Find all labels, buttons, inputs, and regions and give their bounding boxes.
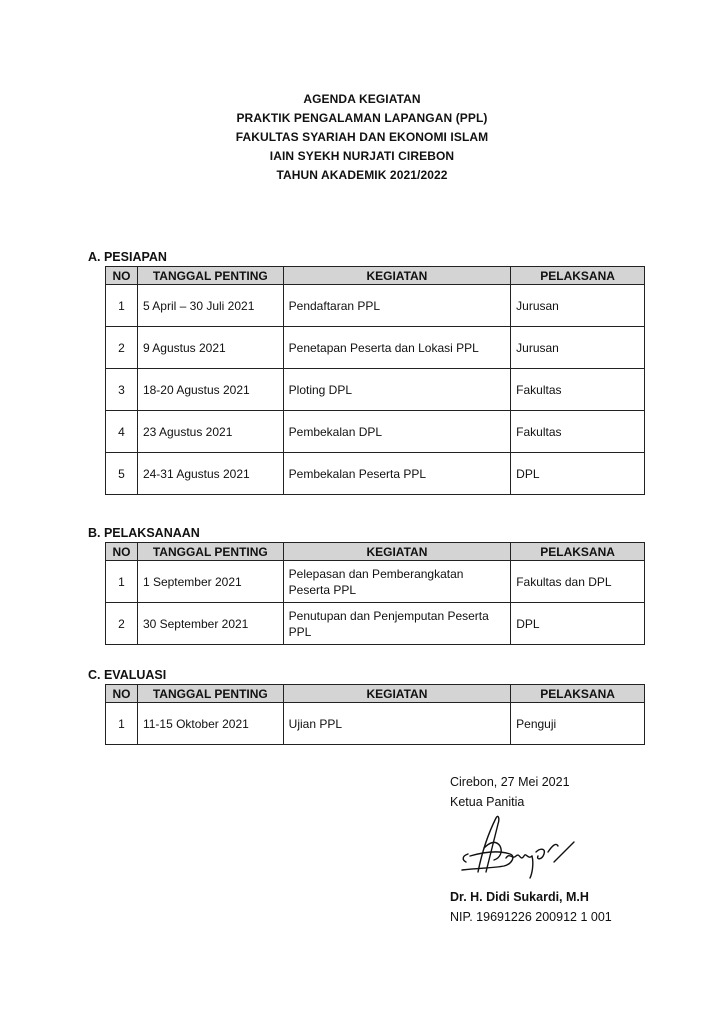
header-no: NO <box>106 685 138 703</box>
document-title <box>0 90 724 185</box>
cell-no: 1 <box>106 703 138 745</box>
cell-no: 1 <box>106 561 138 603</box>
title-line-2: PRAKTIK PENGALAMAN LAPANGAN (PPL) <box>236 111 488 125</box>
header-pelaksana: PELAKSANA <box>511 685 645 703</box>
cell-kegiatan: Penutupan dan Penjemputan Peserta PPL <box>283 603 511 645</box>
table-row <box>106 411 645 453</box>
agenda-table <box>105 266 645 495</box>
table-row <box>106 327 645 369</box>
cell-kegiatan: Pendaftaran PPL <box>283 285 511 327</box>
table-row <box>106 285 645 327</box>
handwritten-signature <box>440 812 580 882</box>
cell-pelaksana: Fakultas dan DPL <box>511 561 645 603</box>
title-line-4: IAIN SYEKH NURJATI CIREBON <box>269 149 455 163</box>
cell-pelaksana: Penguji <box>511 703 645 745</box>
section-pelaksanaan <box>88 526 645 645</box>
table-header-row <box>106 267 645 285</box>
section-heading: C. EVALUASI <box>88 668 167 682</box>
signer-nip: NIP. 19691226 200912 1 001 <box>450 910 612 924</box>
cell-no: 5 <box>106 453 138 495</box>
cell-pelaksana: DPL <box>511 603 645 645</box>
place-date: Cirebon, 27 Mei 2021 <box>450 775 570 789</box>
header-kegiatan: KEGIATAN <box>283 685 510 703</box>
table-header-row <box>106 543 645 561</box>
header-no: NO <box>106 543 138 561</box>
section-heading: A. PESIAPAN <box>88 250 167 264</box>
cell-pelaksana: Fakultas <box>511 411 645 453</box>
header-pelaksana: PELAKSANA <box>511 267 645 285</box>
agenda-table <box>105 542 645 645</box>
header-no: NO <box>106 267 138 285</box>
header-pelaksana: PELAKSANA <box>511 543 645 561</box>
signer-role: Ketua Panitia <box>450 795 525 809</box>
title-line-3: FAKULTAS SYARIAH DAN EKONOMI ISLAM <box>235 130 489 144</box>
cell-tanggal: 30 September 2021 <box>137 603 283 645</box>
cell-kegiatan: Penetapan Peserta dan Lokasi PPL <box>283 327 511 369</box>
section-heading: B. PELAKSANAAN <box>88 526 200 540</box>
header-tanggal: TANGGAL PENTING <box>137 543 283 561</box>
cell-kegiatan: Ujian PPL <box>283 703 510 745</box>
section-evaluasi <box>88 668 645 745</box>
table-row <box>106 703 645 745</box>
cell-no: 2 <box>106 603 138 645</box>
header-kegiatan: KEGIATAN <box>283 267 511 285</box>
header-tanggal: TANGGAL PENTING <box>137 685 283 703</box>
cell-tanggal: 1 September 2021 <box>137 561 283 603</box>
header-tanggal: TANGGAL PENTING <box>137 267 283 285</box>
cell-kegiatan: Ploting DPL <box>283 369 511 411</box>
cell-kegiatan: Pembekalan DPL <box>283 411 511 453</box>
cell-tanggal: 18-20 Agustus 2021 <box>137 369 283 411</box>
header-kegiatan: KEGIATAN <box>283 543 511 561</box>
cell-pelaksana: Fakultas <box>511 369 645 411</box>
cell-no: 1 <box>106 285 138 327</box>
title-line-5: TAHUN AKADEMIK 2021/2022 <box>276 168 448 182</box>
cell-kegiatan: Pembekalan Peserta PPL <box>283 453 511 495</box>
cell-tanggal: 9 Agustus 2021 <box>137 327 283 369</box>
signer-name: Dr. H. Didi Sukardi, M.H <box>450 890 589 904</box>
cell-kegiatan: Pelepasan dan Pemberangkatan Peserta PPL <box>283 561 511 603</box>
title-line-1: AGENDA KEGIATAN <box>303 92 421 106</box>
cell-no: 2 <box>106 327 138 369</box>
cell-pelaksana: DPL <box>511 453 645 495</box>
cell-tanggal: 24-31 Agustus 2021 <box>137 453 283 495</box>
section-persiapan <box>88 250 645 495</box>
cell-pelaksana: Jurusan <box>511 327 645 369</box>
cell-tanggal: 11-15 Oktober 2021 <box>137 703 283 745</box>
table-row <box>106 603 645 645</box>
table-row <box>106 453 645 495</box>
cell-tanggal: 23 Agustus 2021 <box>137 411 283 453</box>
cell-tanggal: 5 April – 30 Juli 2021 <box>137 285 283 327</box>
signature-block <box>450 772 570 812</box>
cell-no: 3 <box>106 369 138 411</box>
cell-no: 4 <box>106 411 138 453</box>
table-header-row <box>106 685 645 703</box>
table-row <box>106 561 645 603</box>
agenda-table <box>105 684 645 745</box>
cell-pelaksana: Jurusan <box>511 285 645 327</box>
table-row <box>106 369 645 411</box>
